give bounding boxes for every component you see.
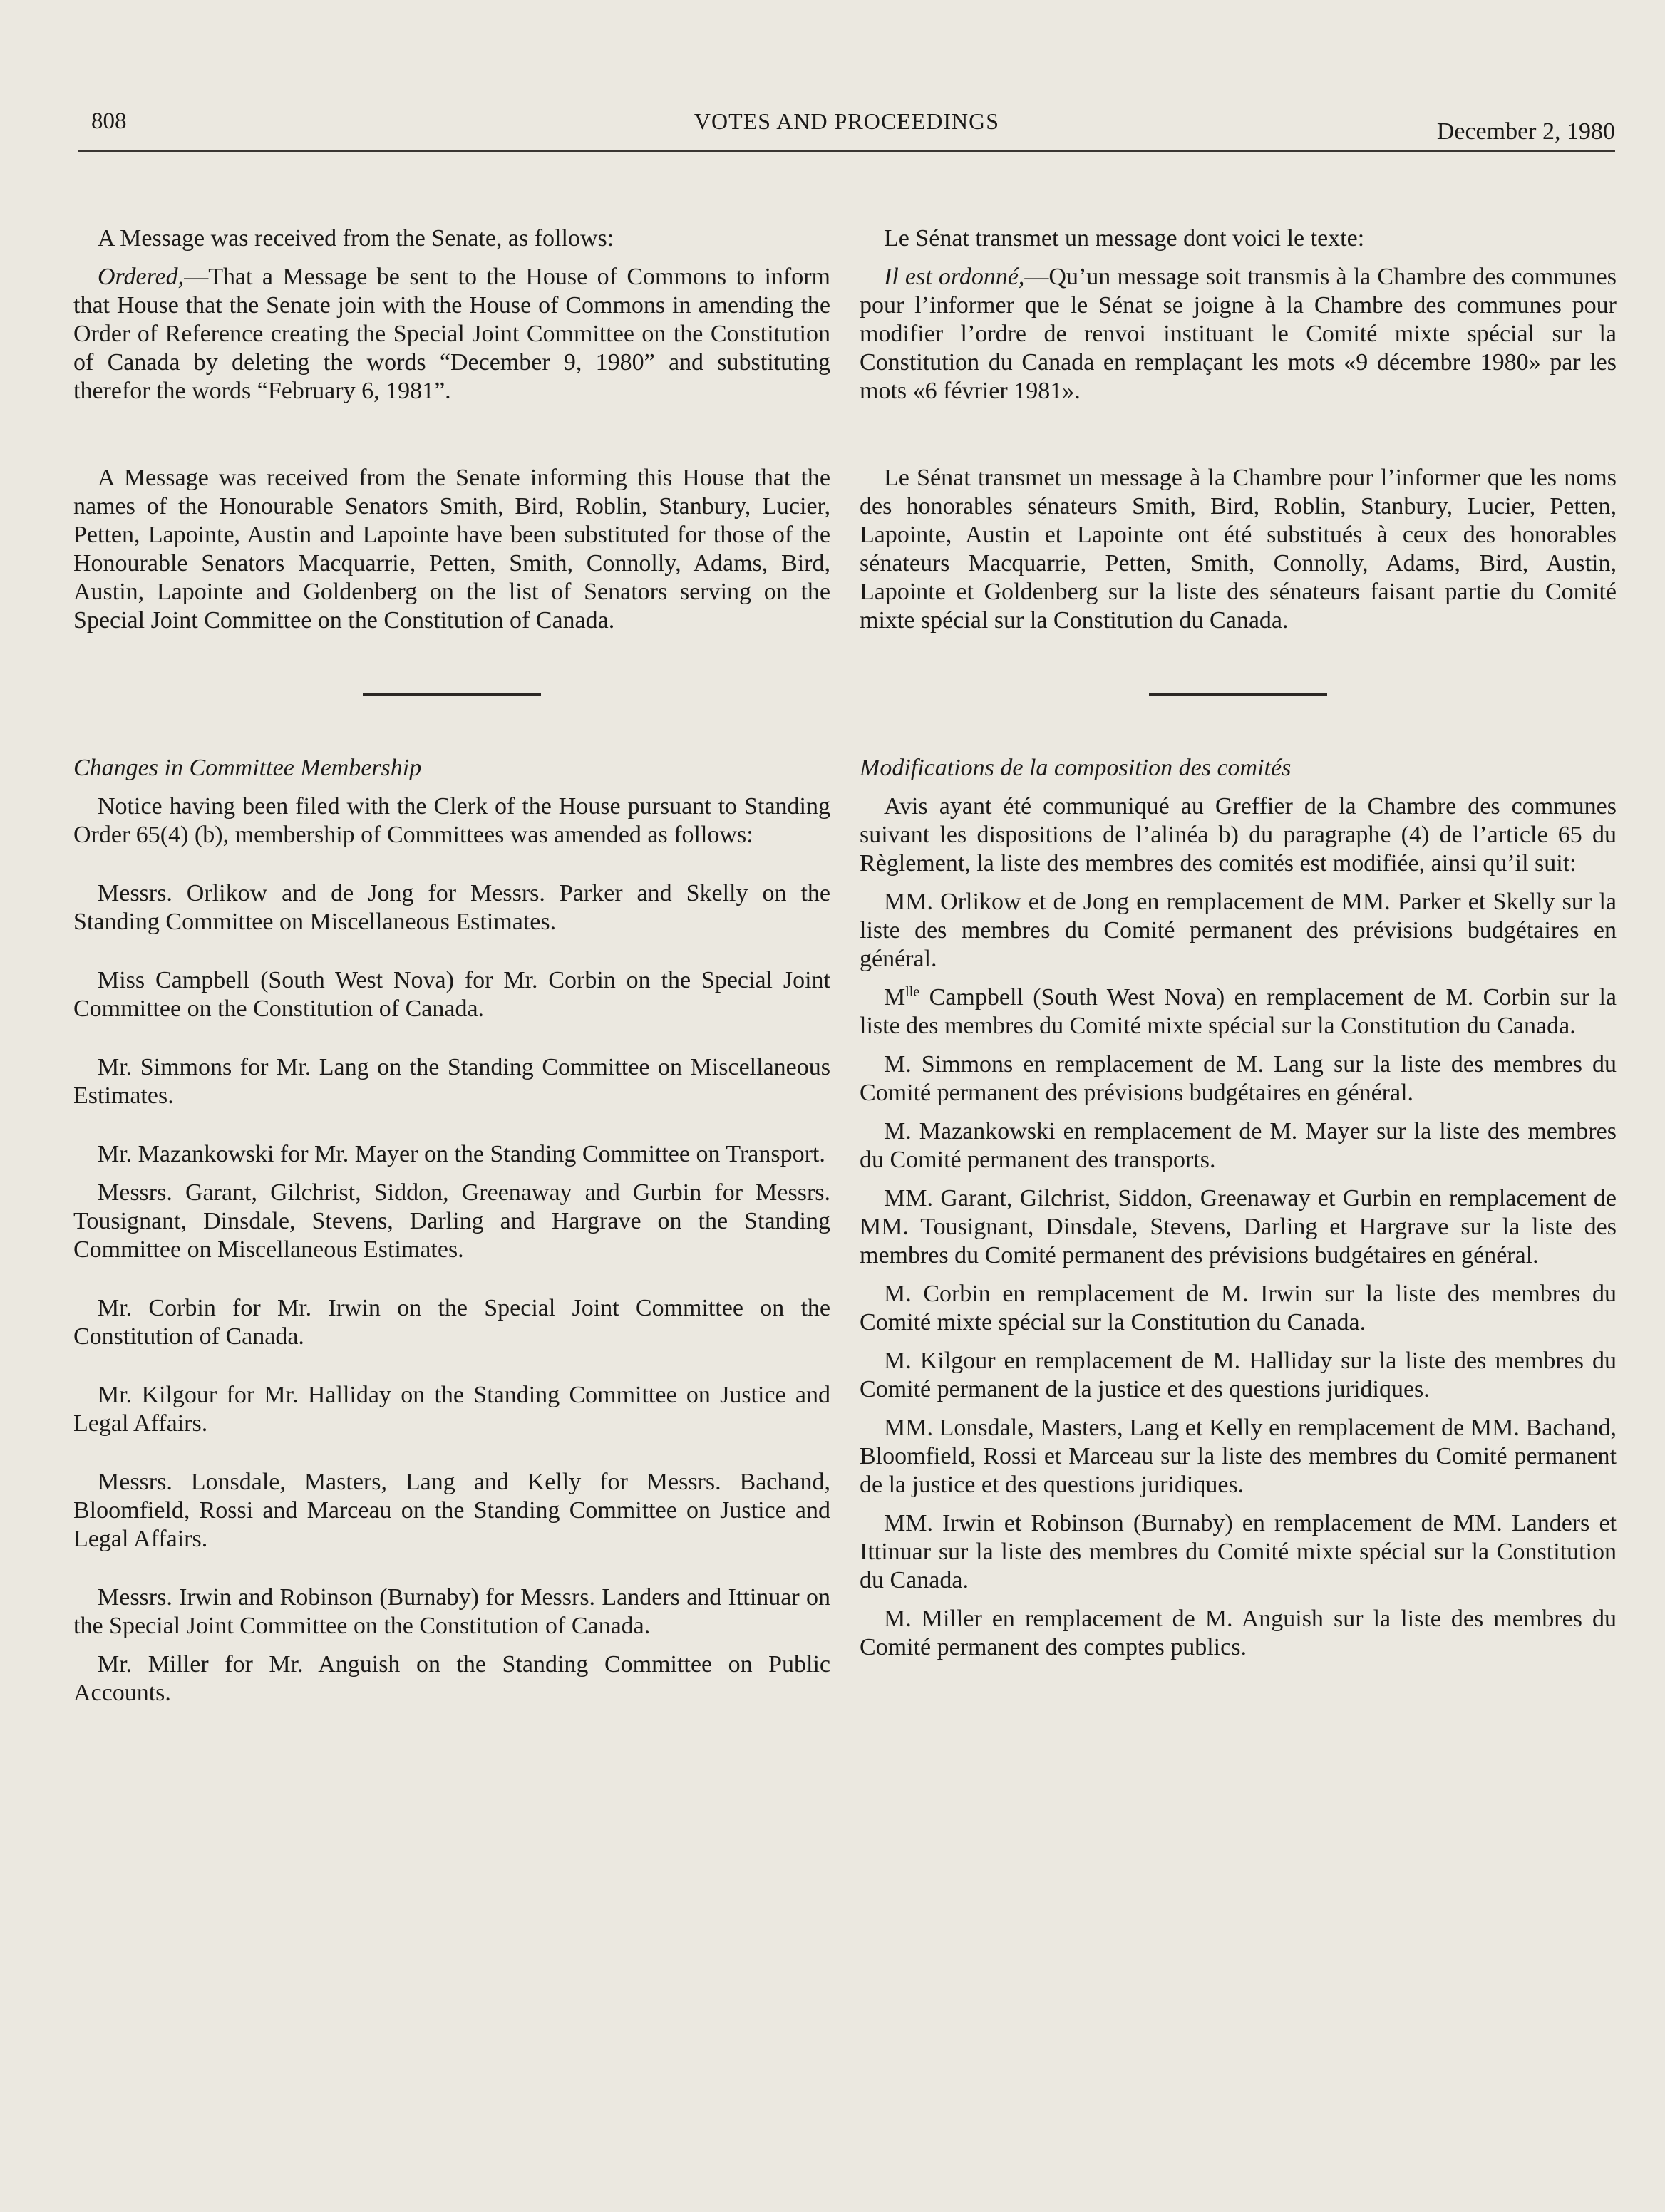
membership-change-fr: M. Simmons en remplacement de M. Lang sur la liste des membres du Comité permanent des prévisions budgétaires en général.: [860, 1051, 1617, 1106]
membership-change: Miss Campbell (South West Nova) for Mr. Corbin on the Special Joint Committee on the Constitution of Canada.: [73, 967, 830, 1022]
senate-message-order-fr: [860, 263, 1617, 405]
section-heading: Changes in Committee Membership: [73, 755, 422, 781]
french-column: [860, 224, 1617, 1662]
membership-change: Messrs. Garant, Gilchrist, Siddon, Greenaway and Gurbin for Messrs. Tousignant, Dinsdale, Stevens, Darling and Hargrave on the Standing Committee on Miscellaneous Estimates.: [73, 1179, 830, 1263]
membership-change: Mr. Corbin for Mr. Irwin on the Special Joint Committee on the Constitution of Canada.: [73, 1295, 830, 1350]
membership-change-fr: MM. Orlikow et de Jong en remplacement de MM. Parker et Skelly sur la liste des membres du Comité permanent des prévisions budgétaires en général.: [860, 889, 1617, 972]
senate-message-order: [73, 263, 830, 405]
membership-change: Messrs. Irwin and Robinson (Burnaby) for Messrs. Landers and Ittinuar on the Special Joint Committee on the Constitution of Canada.: [73, 1584, 830, 1639]
mlle-superscript: lle: [905, 984, 920, 1000]
membership-change-fr: MM. Garant, Gilchrist, Siddon, Greenaway et Gurbin en remplacement de MM. Tousignant, Dinsdale, Stevens, Darling et Hargrave sur la liste des membres du Comité permanent des prévisions budgétaires en général.: [860, 1185, 1617, 1268]
page-number: 808: [91, 108, 127, 134]
membership-change: Mr. Miller for Mr. Anguish on the Standing Committee on Public Accounts.: [73, 1651, 830, 1706]
senate-membership-message-fr: Le Sénat transmet un message à la Chambre pour l’informer que les noms des honorables sénateurs Smith, Bird, Roblin, Stanbury, Lucier, Petten, Lapointe, Austin et Lapointe ont été substitués à ceux des honorables sénateurs Macquarrie, Petten, Smith, Connolly, Adams, Bird, Austin, Lapointe et Goldenberg sur la liste des sénateurs faisant partie du Comité mixte spécial sur la Constitution du Canada.: [860, 465, 1617, 634]
ordered-label: Ordered,: [98, 264, 185, 290]
senate-membership-message: A Message was received from the Senate informing this House that the names of the Honourable Senators Smith, Bird, Roblin, Stanbury, Lucier, Petten, Lapointe, Austin and Lapointe have been substituted for those of the Honourable Senators Macquarrie, Petten, Smith, Connolly, Adams, Bird, Austin, Lapointe and Goldenberg on the list of Senators serving on the Special Joint Committee on the Constitution of Canada.: [73, 465, 830, 634]
membership-change-fr: M. Mazankowski en remplacement de M. Mayer sur la liste des membres du Comité permanent des transports.: [860, 1118, 1617, 1173]
section-heading-fr: Modifications de la composition des comités: [860, 755, 1292, 781]
ordered-label-fr: Il est ordonné,: [884, 264, 1025, 290]
membership-change: Mr. Mazankowski for Mr. Mayer on the Standing Committee on Transport.: [98, 1141, 825, 1167]
notice-paragraph-fr: Avis ayant été communiqué au Greffier de la Chambre des communes suivant les dispositions de l’alinéa b) du paragraphe (4) de l’article 65 du Règlement, la liste des membres des comités est modifiée, ainsi qu’il suit:: [860, 793, 1617, 877]
header-date: December 2, 1980: [1436, 118, 1615, 145]
page-header: [78, 107, 1615, 152]
order-text: —That a Message be sent to the House of Commons to inform that House that the Senate join with the House of Commons in amending the Order of Reference creating the Special Joint Committee on the Constitution of Canada by deleting the words “December 9, 1980” and substituting therefor the words “February 6, 1981”.: [73, 264, 830, 404]
membership-change: Mr. Simmons for Mr. Lang on the Standing Committee on Miscellaneous Estimates.: [73, 1054, 830, 1109]
order-text-fr: —Qu’un message soit transmis à la Chambre des communes pour l’informer que le Sénat se joigne à la Chambre des communes pour modifier l’ordre de renvoi instituant le Comité mixte spécial sur la Constitution du Canada en remplaçant les mots «9 décembre 1980» par les mots «6 février 1981».: [860, 264, 1617, 404]
membership-change: Messrs. Lonsdale, Masters, Lang and Kelly for Messrs. Bachand, Bloomfield, Rossi and Marceau on the Standing Committee on Justice and Legal Affairs.: [73, 1469, 830, 1552]
senate-message-intro: A Message was received from the Senate, as follows:: [98, 225, 614, 252]
running-title: VOTES AND PROCEEDINGS: [694, 108, 1000, 134]
english-column: [73, 224, 830, 1707]
mlle-prefix: M: [884, 984, 906, 1011]
membership-change-fr: [860, 983, 1617, 1040]
membership-change-fr: MM. Irwin et Robinson (Burnaby) en remplacement de MM. Landers et Ittinuar sur la liste des membres du Comité mixte spécial sur la Constitution du Canada.: [860, 1510, 1617, 1593]
notice-paragraph: Notice having been filed with the Clerk of the House pursuant to Standing Order 65(4) (b), membership of Committees was amended as follows:: [73, 793, 830, 848]
membership-change-fr: M. Corbin en remplacement de M. Irwin sur la liste des membres du Comité mixte spécial sur la Constitution du Canada.: [860, 1281, 1617, 1335]
mlle-change-text: Campbell (South West Nova) en remplacement de M. Corbin sur la liste des membres du Comité mixte spécial sur la Constitution du Canada.: [860, 984, 1617, 1039]
membership-change-fr: MM. Lonsdale, Masters, Lang et Kelly en remplacement de MM. Bachand, Bloomfield, Rossi et Marceau sur la liste des membres du Comité permanent de la justice et des questions juridiques.: [860, 1415, 1617, 1498]
membership-change-fr: M. Miller en remplacement de M. Anguish sur la liste des membres du Comité permanent des comptes publics.: [860, 1606, 1617, 1660]
membership-change-fr: M. Kilgour en remplacement de M. Halliday sur la liste des membres du Comité permanent de la justice et des questions juridiques.: [860, 1348, 1617, 1402]
membership-change: Mr. Kilgour for Mr. Halliday on the Standing Committee on Justice and Legal Affairs.: [73, 1382, 830, 1437]
senate-message-intro-fr: Le Sénat transmet un message dont voici le texte:: [884, 225, 1365, 252]
membership-change: Messrs. Orlikow and de Jong for Messrs. Parker and Skelly on the Standing Committee on Miscellaneous Estimates.: [73, 880, 830, 935]
